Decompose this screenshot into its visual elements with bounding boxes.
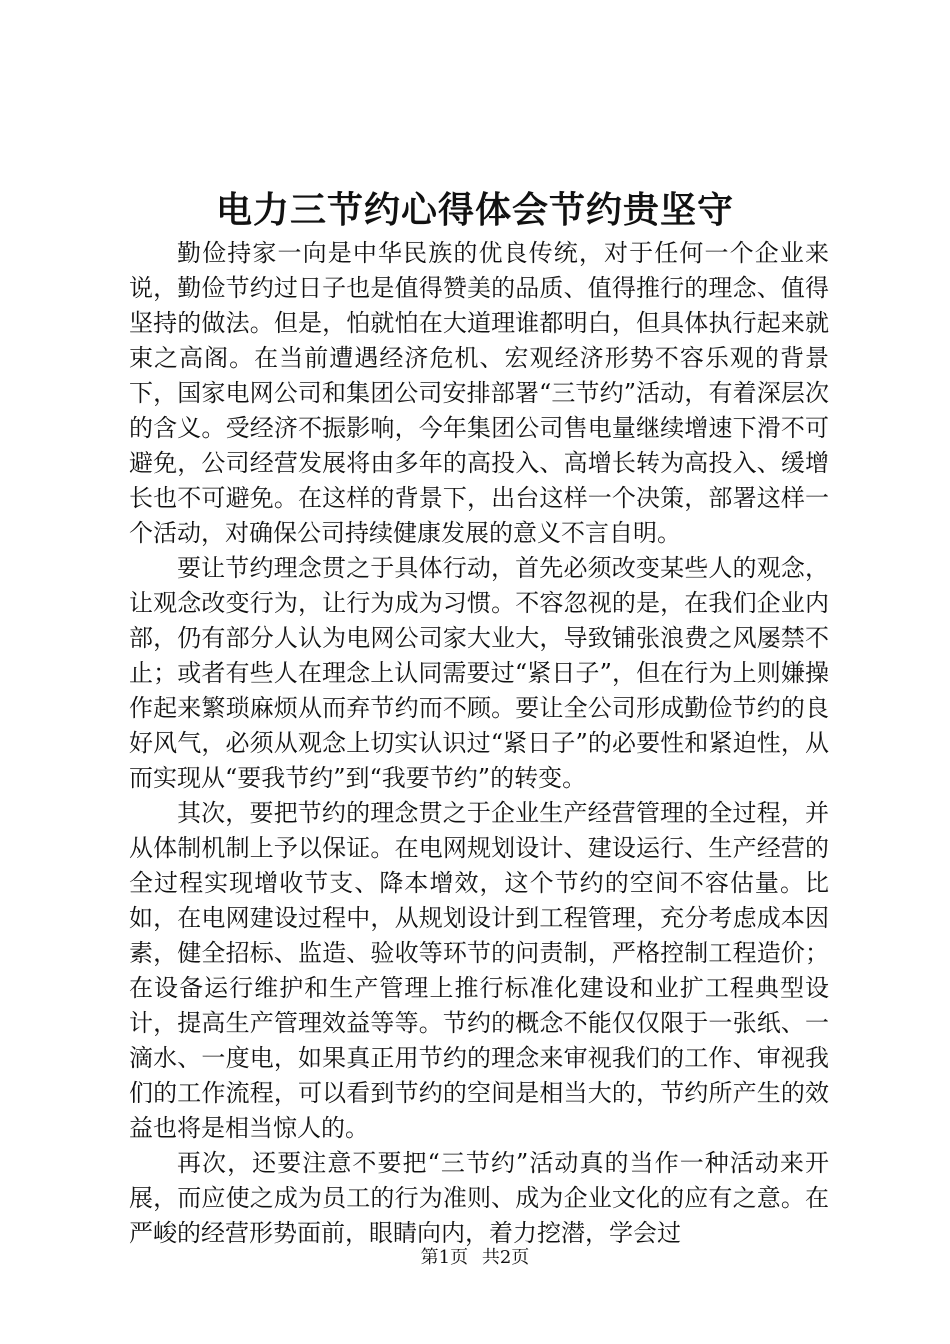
document-title: 电力三节约心得体会节约贵坚守: [215, 189, 734, 231]
paragraph: 其次，要把节约的理念贯之于企业生产经营管理的全过程，并从体制机制上予以保证。在电网规划设计、建设运行、生产经营的全过程实现增收节支、降本增效，这个节约的空间不容估量。比如，在电网建设过程中，从规划设计到工程管理，充分考虑成本因素，健全招标、监造、验收等环节的问责制，严格控制工程造价；在设备运行维护和生产管理上推行标准化建设和业扩工程典型设计，提高生产管理效益等等。节约的概念不能仅仅限于一张纸、一滴水、一度电，如果真正用节约的理念来审视我们的工作、审视我们的工作流程，可以看到节约的空间是相当大的，节约所产生的效益也将是相当惊人的。: [129, 799, 829, 1142]
paragraph: 再次，还要注意不要把“三节约”活动真的当作一种活动来开展，而应使之成为员工的行为准则、成为企业文化的应有之意。在严峻的经营形势面前，眼睛向内，着力挖潜，学会过: [129, 1149, 829, 1247]
page-number-total: 共2页: [481, 1247, 530, 1268]
paragraph: 勤俭持家一向是中华民族的优良传统，对于任何一个企业来说，勤俭节约过日子也是值得赞美的品质、值得推行的理念、值得坚持的做法。但是，怕就怕在大道理谁都明白，但具体执行起来就束之高阁。在当前遭遇经济危机、宏观经济形势不容乐观的背景下，国家电网公司和集团公司安排部署“三节约”活动，有着深层次的含义。受经济不振影响，今年集团公司售电量继续增速下滑不可避免，公司经营发展将由多年的高投入、高增长转为高投入、缓增长也不可避免。在这样的背景下，出台这样一个决策，部署这样一个活动，对确保公司持续健康发展的意义不言自明。: [129, 239, 829, 547]
page-footer: [0, 1246, 950, 1270]
page-number-current: 第1页: [420, 1247, 469, 1268]
paragraph: 要让节约理念贯之于具体行动，首先必须改变某些人的观念，让观念改变行为，让行为成为习惯。不容忽视的是，在我们企业内部，仍有部分人认为电网公司家大业大，导致铺张浪费之风屡禁不止；或者有些人在理念上认同需要过“紧日子”，但在行为上则嫌操作起来繁琐麻烦从而弃节约而不顾。要让全公司形成勤俭节约的良好风气，必须从观念上切实认识过“紧日子”的必要性和紧迫性，从而实现从“要我节约”到“我要节约”的转变。: [129, 554, 829, 792]
document-body: [129, 236, 829, 1251]
